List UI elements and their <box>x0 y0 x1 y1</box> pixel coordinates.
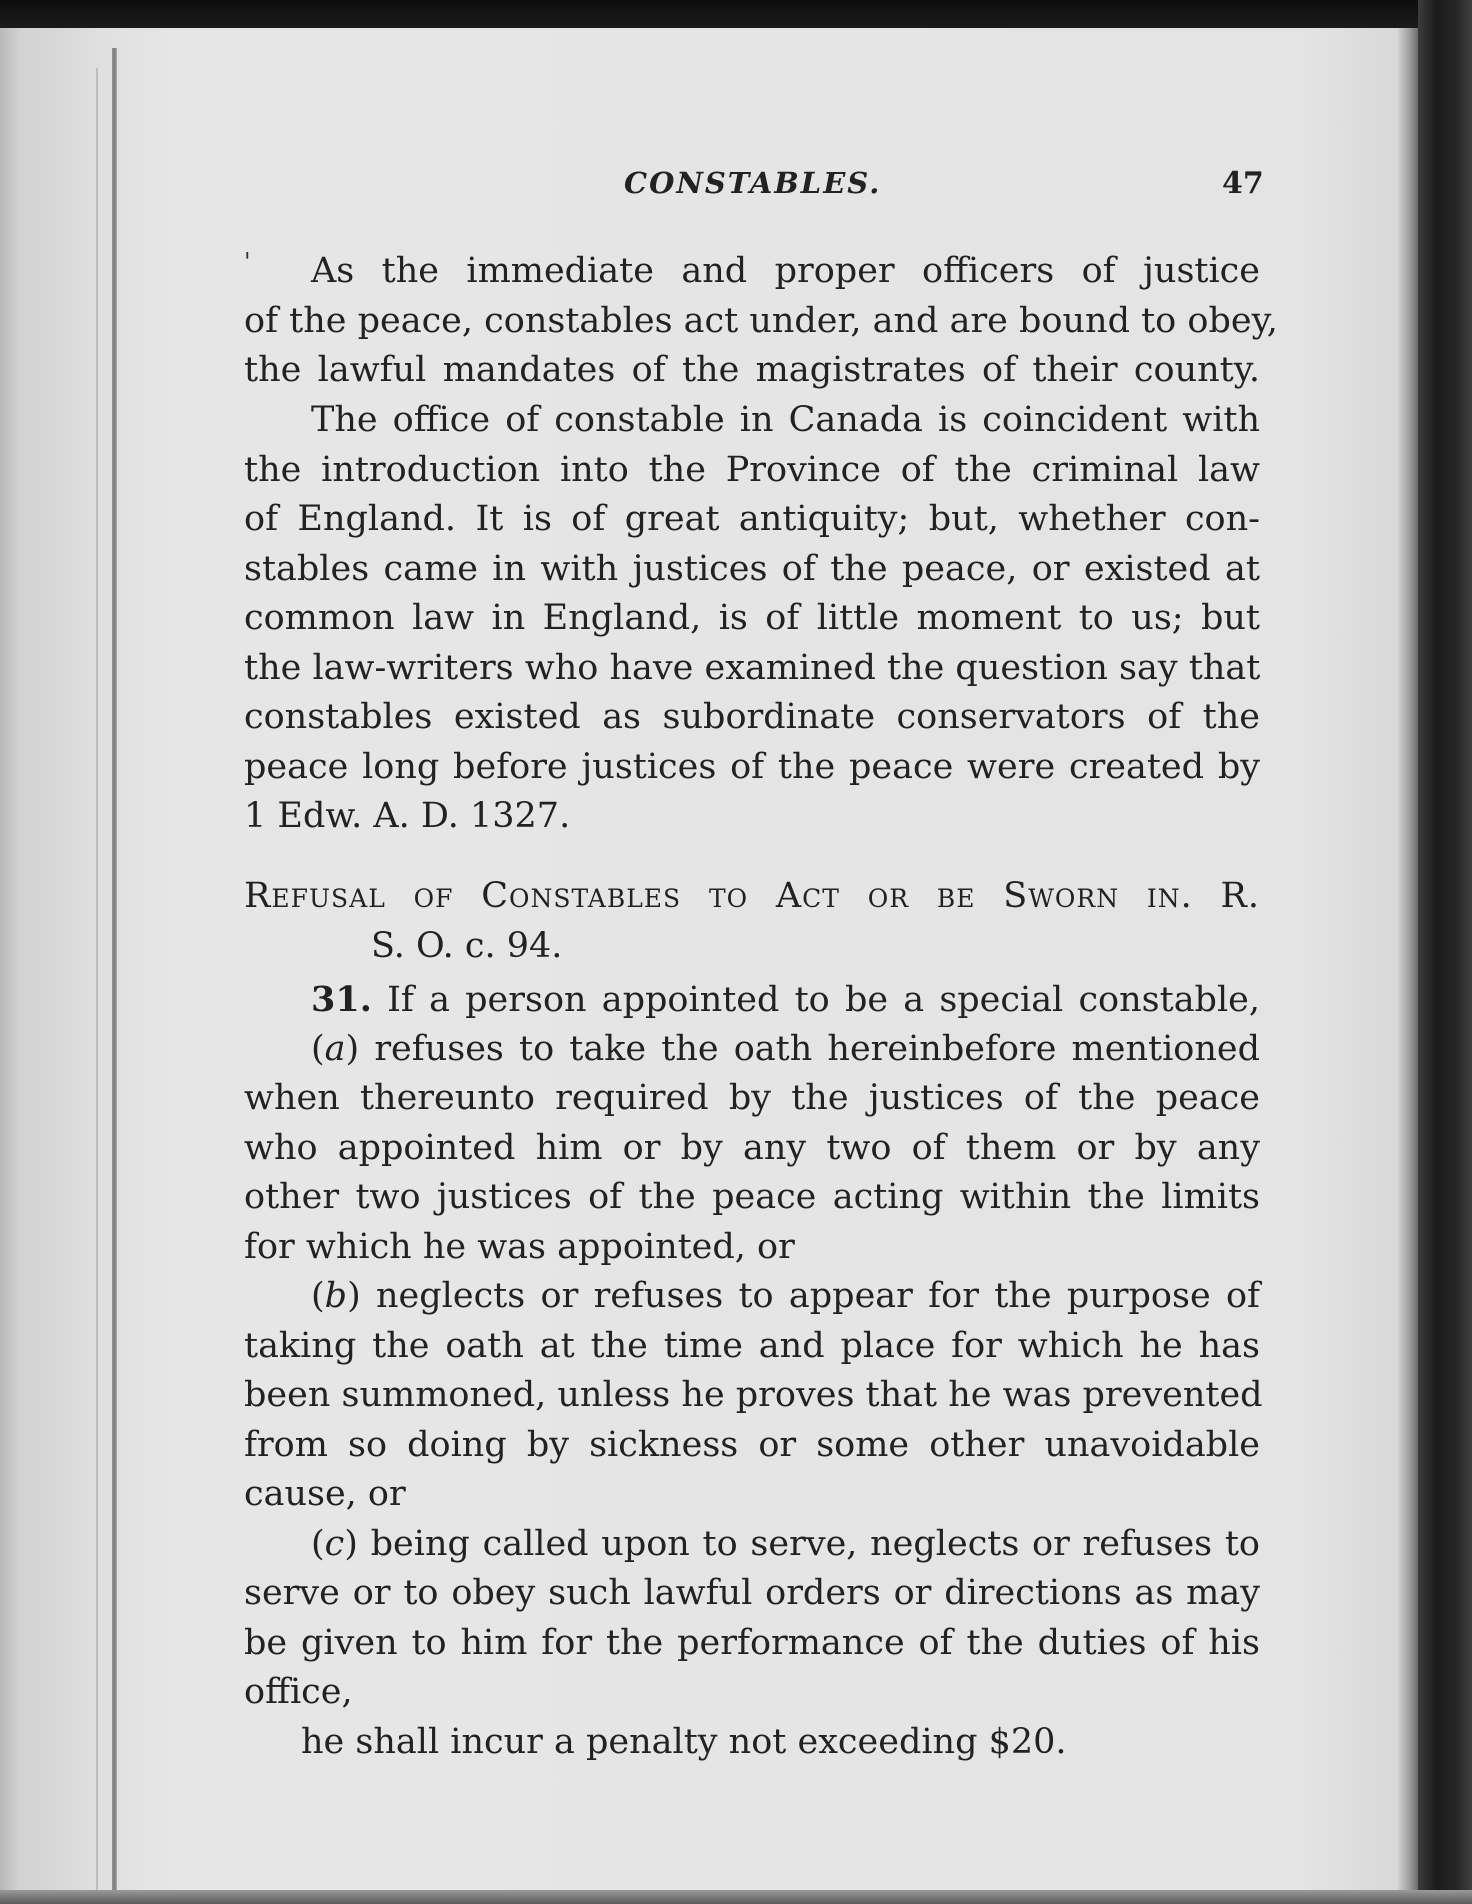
clause-b-line: from so doing by sickness or some other unavoidable <box>244 1424 1260 1465</box>
clause-c-line: be given to him for the performance of the duties of his <box>244 1622 1260 1663</box>
text-line: 1 Edw. A. D. 1327. <box>244 796 571 836</box>
scan-frame-bottom <box>0 1890 1472 1904</box>
text-line: the introduction into the Province of the criminal law <box>244 449 1260 490</box>
paragraph-2 <box>244 396 1260 842</box>
penalty-line: he shall incur a penalty not exceeding $20. <box>301 1721 1067 1762</box>
text-line: the lawful mandates of the magistrates of their county. <box>244 350 1260 390</box>
clause-b-line: cause, or <box>244 1474 406 1514</box>
clause-a-line: (a) refuses to take the oath hereinbefore mentioned <box>311 1028 1260 1069</box>
section-heading <box>244 872 1260 971</box>
section-number: 31. <box>311 979 372 1020</box>
clause-c-line: (c) being called upon to serve, neglects or refuses to <box>311 1523 1260 1564</box>
clause-c-line: serve or to obey such lawful orders or directions as may <box>244 1573 1260 1613</box>
section-intro: If a person appointed to be a special constable, <box>387 980 1260 1020</box>
text-line: peace long before justices of the peace were created by <box>244 746 1260 787</box>
section-intro-line <box>244 975 1260 1025</box>
text-line: stables came in with justices of the peace, or existed at <box>244 548 1260 589</box>
heading-line: S. O. c. 94. <box>371 925 563 966</box>
clause-c-line: office, <box>244 1672 353 1712</box>
clause-b-line: (b) neglects or refuses to appear for the purpose of <box>311 1276 1260 1316</box>
scan-frame-right <box>1418 0 1472 1904</box>
text-line: constables existed as subordinate conservators of the <box>244 697 1260 737</box>
running-head: CONSTABLES. <box>624 166 882 200</box>
binding-shadow <box>96 68 98 1904</box>
clause-a-line: when thereunto required by the justices of the peace <box>244 1078 1260 1118</box>
page-number: 47 <box>1222 166 1264 201</box>
text-line: The office of constable in Canada is coincident with <box>311 400 1260 440</box>
text-line: of England. It is of great antiquity; but, whether con- <box>244 499 1260 539</box>
binding-gutter <box>112 48 117 1904</box>
page-edge <box>1398 28 1418 1904</box>
clause-a-line: other two justices of the peace acting within the limits <box>244 1177 1260 1217</box>
text-line: common law in England, is of little moment to us; but <box>244 598 1260 638</box>
clause-b-line: taking the oath at the time and place for which he has <box>244 1325 1260 1366</box>
clause-b-line: been summoned, unless he proves that he was prevented <box>244 1375 1263 1415</box>
clause-a-line: for which he was appointed, or <box>244 1226 795 1267</box>
paragraph-1 <box>244 247 1278 396</box>
text-line: As the immediate and proper officers of justice <box>311 251 1260 291</box>
heading-line: Refusal of Constables to Act or be Sworn in. R. <box>244 876 1260 916</box>
section-31 <box>244 975 1263 1767</box>
clause-a-line: who appointed him or by any two of them or by any <box>244 1127 1260 1168</box>
stray-mark: ' <box>244 248 251 276</box>
text-line: the law-writers who have examined the question say that <box>244 647 1261 688</box>
text-line: of the peace, constables act under, and are bound to obey, <box>244 300 1278 341</box>
